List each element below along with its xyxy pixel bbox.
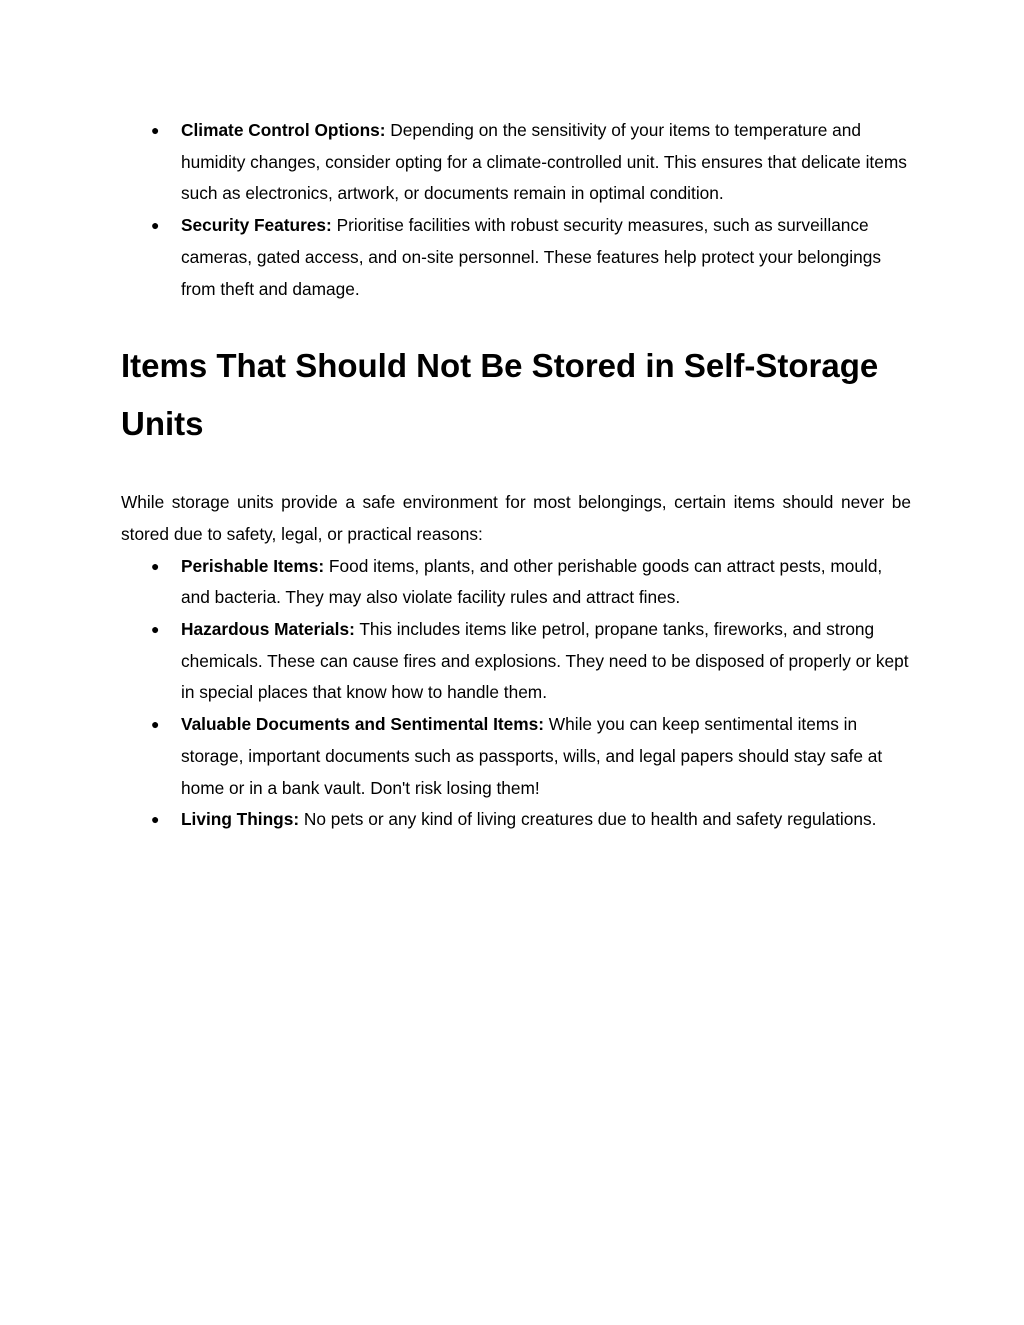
list-item-title: Valuable Documents and Sentimental Items: bbox=[181, 714, 544, 735]
list-item-title: Climate Control Options: bbox=[181, 120, 386, 140]
bullet-icon: ● bbox=[151, 217, 160, 234]
list-item-text: No pets or any kind of living creatures due to health and safety regulations. bbox=[299, 809, 877, 830]
list-item-text: This includes items like petrol, propane tanks, fireworks, and strong chemicals. These can cause fires and explosions. They need to be disposed of properly or kept in special places that know how to handle them. bbox=[181, 619, 909, 703]
bullet-icon: ● bbox=[151, 811, 160, 828]
section-intro-paragraph: While storage units provide a safe environment for most belongings, certain items should never be stored due to safety, legal, or practical reasons: bbox=[121, 492, 911, 544]
section-heading-wrap bbox=[121, 337, 911, 453]
list-item bbox=[121, 551, 911, 614]
list-item bbox=[121, 614, 911, 709]
list-item bbox=[121, 709, 911, 804]
bullet-icon: ● bbox=[151, 716, 160, 733]
list-item-text: Food items, plants, and other perishable goods can attract pests, mould, and bacteria. They may also violate facility rules and attract fines. bbox=[181, 555, 883, 608]
prohibited-items-list bbox=[121, 551, 911, 836]
list-item-text: While you can keep sentimental items in storage, important documents such as passports, wills, and legal papers should stay safe at home or in a bank vault. Don't risk losing them! bbox=[181, 714, 883, 798]
list-item-title: Perishable Items: bbox=[181, 555, 325, 576]
list-item-title: Living Things: bbox=[181, 809, 300, 830]
list-item-title: Hazardous Materials: bbox=[181, 619, 355, 640]
bullet-icon: ● bbox=[151, 621, 160, 638]
list-item bbox=[121, 210, 911, 305]
list-item-text: Depending on the sensitivity of your items to temperature and humidity changes, consider opting for a climate-controlled unit. This ensures that delicate items such as electronics, artwork, or documents remain in optimal condition. bbox=[181, 120, 907, 204]
bullet-icon: ● bbox=[151, 122, 160, 138]
list-item-text: Prioritise facilities with robust security measures, such as surveillance cameras, gated access, and on-site personnel. These features help protect your belongings from theft and damage. bbox=[181, 215, 881, 299]
facility-features-list bbox=[121, 115, 911, 305]
list-item-title: Security Features: bbox=[181, 215, 332, 236]
list-item bbox=[121, 115, 911, 210]
bullet-icon: ● bbox=[151, 557, 160, 574]
page-content bbox=[121, 115, 911, 836]
list-item bbox=[121, 804, 911, 836]
section-heading: Items That Should Not Be Stored in Self-Storage Units bbox=[121, 347, 879, 443]
